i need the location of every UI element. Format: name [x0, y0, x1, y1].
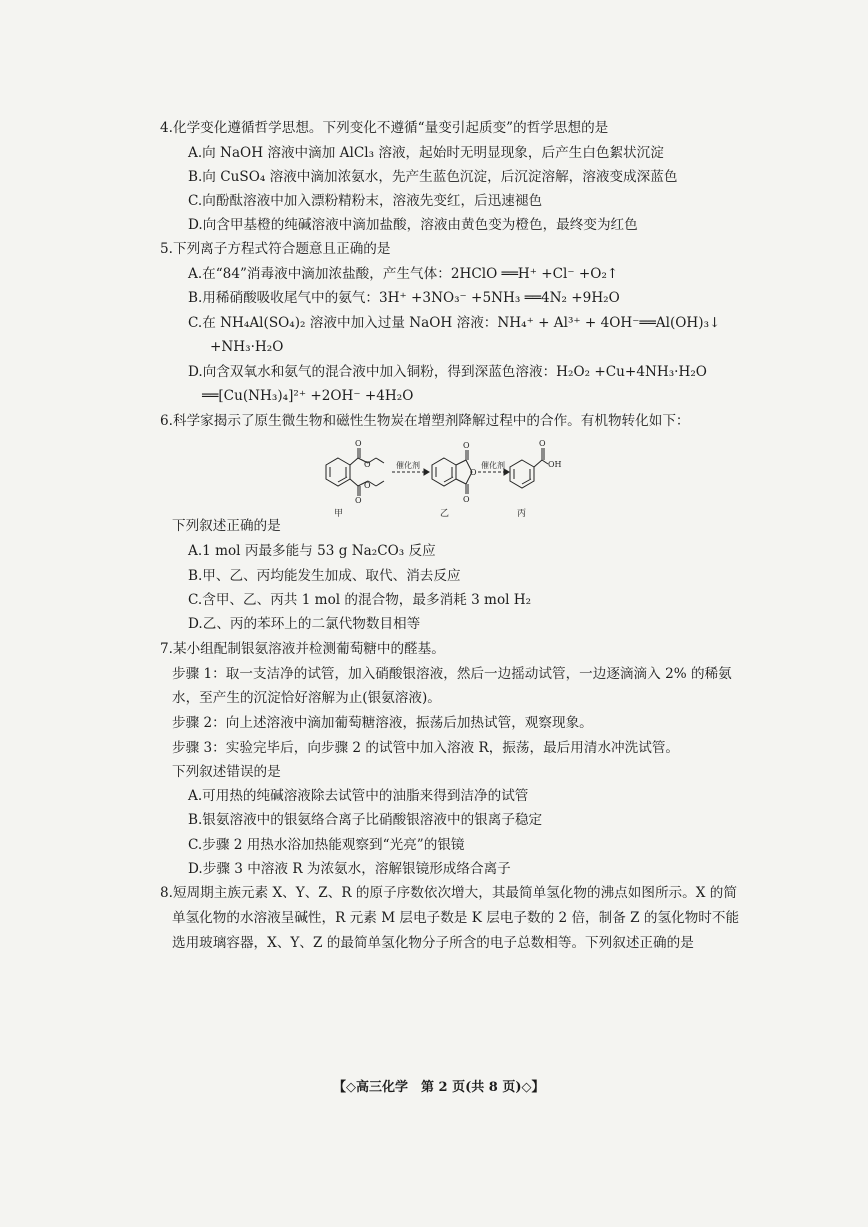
q7-step2: 步骤 2：向上述溶液中滴加葡萄糖溶液，振荡后加热试管，观察现象。	[172, 715, 593, 731]
svg-text:O: O	[463, 495, 470, 504]
svg-text:O: O	[364, 481, 371, 490]
q6-sub: 下列叙述正确的是	[172, 518, 281, 534]
svg-text:O: O	[470, 468, 477, 477]
q6-option-d: D.乙、丙的苯环上的二氯代物数目相等	[188, 616, 421, 632]
svg-text:O: O	[355, 439, 362, 448]
q7-option-c: C.步骤 2 用热水浴加热能观察到“光亮”的银镜	[188, 837, 465, 853]
svg-text:O: O	[355, 496, 362, 505]
svg-text:O: O	[539, 439, 546, 448]
label-jia: 甲	[334, 509, 344, 519]
q7-step1: 步骤 1：取一支洁净的试管，加入硝酸银溶液，然后一边摇动试管，一边逐滴滴入 2% 的稀氨	[172, 666, 732, 682]
q5-option-c: C.在 NH₄Al(SO₄)₂ 溶液中加入过量 NaOH 溶液：NH₄⁺ + Al³⁺ + 4OH⁻══Al(OH)₃↓	[188, 315, 721, 331]
q5-option-d-cont: ══[Cu(NH₃)₄]²⁺ +2OH⁻ +4H₂O	[202, 388, 414, 404]
q6-option-a: A.1 mol 丙最多能与 53 g Na₂CO₃ 反应	[188, 543, 436, 559]
q4-stem: 4.化学变化遵循哲学思想。下列变化不遵循“量变引起质变”的哲学思想的是	[160, 120, 609, 136]
q6-stem: 6.科学家揭示了原生微生物和磁性生物炭在增塑剂降解过程中的合作。有机物转化如下：	[160, 413, 690, 429]
q7-option-a: A.可用热的纯碱溶液除去试管中的油脂来得到洁净的试管	[188, 788, 529, 804]
q8-line-3: 选用玻璃容器，X、Y、Z 的最简单氢化物分子所含的电子总数相等。下列叙述正确的是	[172, 935, 694, 951]
page-footer: 【◇高三化学 第 2 页(共 8 页)◇】	[333, 1080, 545, 1095]
oh-label: OH	[548, 460, 562, 469]
q5-stem: 5.下列离子方程式符合题意且正确的是	[160, 241, 391, 257]
q5-option-a: A.在“84”消毒液中滴加浓盐酸，产生气体：2HClO ══H⁺ +Cl⁻ +O₂↑	[188, 266, 619, 282]
q5-option-d: D.向含双氧水和氨气的混合液中加入铜粉，得到深蓝色溶液：H₂O₂ +Cu+4NH₃·H₂O	[188, 364, 707, 380]
svg-text:O: O	[463, 441, 470, 450]
catalyst-label-2: 催化剂	[481, 461, 505, 470]
q7-step1-cont: 水，至产生的沉淀恰好溶解为止(银氨溶液)。	[172, 690, 441, 706]
q4-option-d: D.向含甲基橙的纯碱溶液中滴加盐酸，溶液由黄色变为橙色，最终变为红色	[188, 217, 638, 233]
q8-line-2: 单氢化物的水溶液呈碱性，R 元素 M 层电子数是 K 层电子数的 2 倍，制备 Z 的氢化物时不能	[172, 910, 740, 926]
q7-option-d: D.步骤 3 中溶液 R 为浓氨水，溶解银镜形成络合离子	[188, 861, 511, 877]
q7-step3: 步骤 3：实验完毕后，向步骤 2 的试管中加入溶液 R，振荡，最后用清水冲洗试管。	[172, 740, 680, 756]
q5-option-b: B.用稀硝酸吸收尾气中的氨气：3H⁺ +3NO₃⁻ +5NH₃ ══4N₂ +9H₂O	[188, 290, 620, 306]
q4-option-a: A.向 NaOH 溶液中滴加 AlCl₃ 溶液，起始时无明显现象，后产生白色絮状沉淀	[188, 145, 664, 161]
q4-option-b: B.向 CuSO₄ 溶液中滴加浓氨水，先产生蓝色沉淀，后沉淀溶解，溶液变成深蓝色	[188, 169, 678, 185]
q7-option-b: B.银氨溶液中的银氨络合离子比硝酸银溶液中的银离子稳定	[188, 812, 543, 828]
q5-option-c-cont: +NH₃·H₂O	[210, 339, 284, 355]
q7-stem: 7.某小组配制银氨溶液并检测葡萄糖中的醛基。	[160, 641, 445, 657]
label-yi: 乙	[440, 509, 450, 519]
label-bing: 丙	[517, 509, 527, 519]
q8-line-1: 8.短周期主族元素 X、Y、Z、R 的原子序数依次增大，其最简单氢化物的沸点如图所示。X 的简	[160, 885, 737, 901]
q6-option-c: C.含甲、乙、丙共 1 mol 的混合物，最多消耗 3 mol H₂	[188, 592, 532, 608]
svg-text:O: O	[364, 460, 371, 469]
catalyst-label-1: 催化剂	[396, 461, 420, 470]
q6-option-b: B.甲、乙、丙均能发生加成、取代、消去反应	[188, 568, 461, 584]
q7-sub: 下列叙述错误的是	[172, 764, 281, 780]
q4-option-c: C.向酚酞溶液中加入漂粉精粉末，溶液先变红，后迅速褪色	[188, 193, 543, 209]
reaction-scheme	[310, 436, 560, 520]
